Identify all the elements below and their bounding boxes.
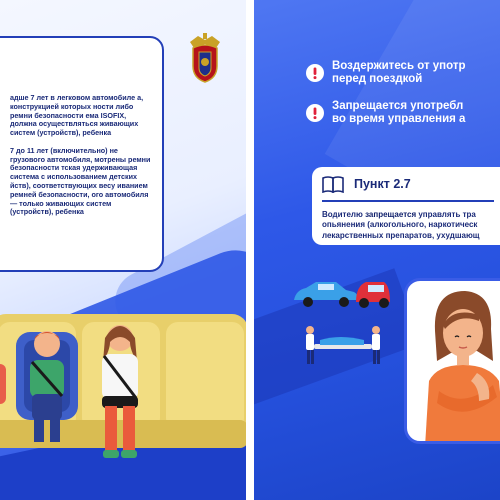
rule-body-line-2: опьянения (алкогольного, наркотическ	[322, 220, 478, 230]
left-panel	[0, 0, 246, 500]
police-emblem-icon	[186, 32, 224, 84]
rule-header	[322, 175, 500, 193]
stretcher-illustration	[300, 322, 390, 366]
child-seat-rules-card	[0, 36, 164, 272]
rule-divider	[322, 200, 494, 202]
car-seat-kids-illustration	[0, 302, 246, 472]
exclamation-icon	[306, 64, 324, 82]
woman-illustration	[407, 281, 500, 444]
warning-text-2: Запрещается употребл во время управления а	[332, 100, 466, 126]
cars-crash-illustration	[292, 272, 392, 312]
woman-illustration-card	[404, 278, 500, 444]
rule-title: Пункт 2.7	[354, 177, 411, 191]
exclamation-icon	[306, 104, 324, 122]
rule-body-prefix: Водителю	[322, 210, 366, 219]
rule-body	[322, 210, 500, 241]
rule-paragraph-2: 7 до 11 лет (включительно) не грузового автомобиля, мотрены ремни безопасности тская удерживающая система с использованием детских йств), соответствующих весу иванием ремней безопасности, ого автомобиля — только живающих систем (устройств), ребенка	[10, 145, 151, 217]
rule-body-line-3: лекарственных препаратов, ухудшающ	[322, 230, 480, 240]
book-icon	[322, 175, 344, 193]
rule-paragraph-1: адше 7 лет в легковом автомобиле а, конструкцией которых ности либо ремни безопасности ема ISOFIX, должна осуществляться живающих систем (устройств), ребенка	[10, 93, 144, 138]
warning-row-2	[306, 100, 500, 126]
rule-body-bold: запрещается	[365, 210, 417, 219]
rule-card	[312, 167, 500, 245]
warning-row-1	[306, 60, 500, 86]
rule-body-line-1: управлять тра	[416, 210, 476, 219]
warning-text-1: Воздержитесь от употр перед поездкой	[332, 60, 466, 86]
